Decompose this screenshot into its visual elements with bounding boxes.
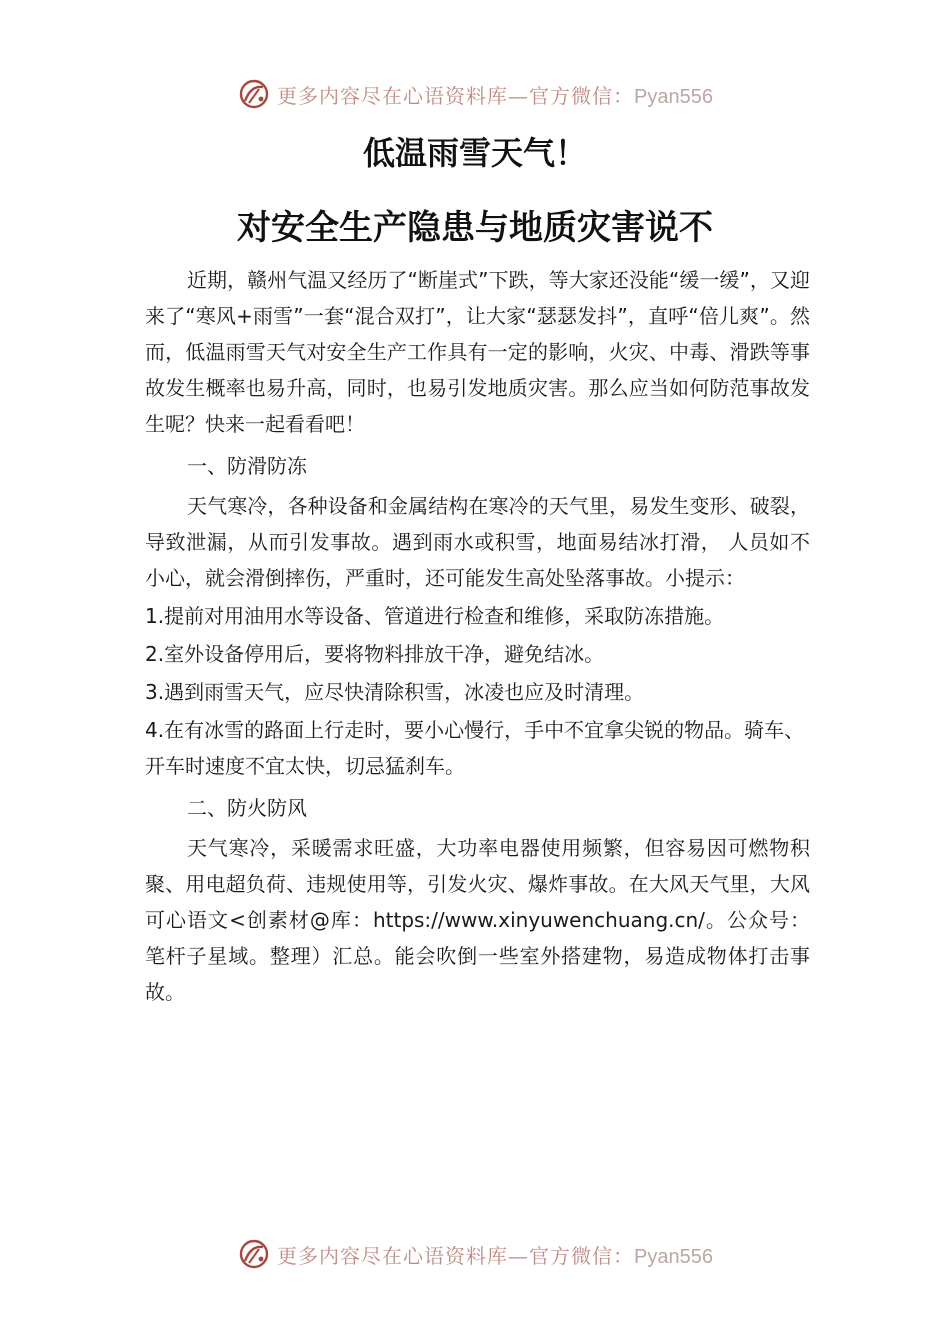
list-item: 2.室外设备停用后，要将物料排放干净，避免结冰。 xyxy=(145,642,605,666)
header-watermark xyxy=(0,74,950,114)
logo-icon xyxy=(237,77,271,111)
footer-watermark xyxy=(0,1234,950,1274)
list-item: 3.遇到雨雪天气，应尽快清除积雪，冰凌也应及时清理。 xyxy=(145,680,645,704)
section-2-paragraph: 天气寒冷，采暖需求旺盛，大功率电器使用频繁，但容易因可燃物积聚、用电超负荷、违规使用等，引发火灾、爆炸事故。在大风天气里，大风可心语文<创素材@库：https://www.xinyuwenchuang.cn/。公众号：笔杆子星域。整理）汇总。能会吹倒一些室外搭建物，易造成物体打击事故。 xyxy=(145,836,810,1004)
section-2-heading: 二、防火防风 xyxy=(187,796,307,820)
watermark-wechat: Pyan556 xyxy=(634,1245,713,1268)
title-line-2: 对安全生产隐患与地质灾害说不 xyxy=(237,208,713,248)
section-1-heading: 一、防滑防冻 xyxy=(187,454,307,478)
list-item: 4.在有冰雪的路面上行走时，要小心慢行，手中不宜拿尖锐的物品。骑车、开车时速度不宜太快，切忌猛刹车。 xyxy=(145,718,805,778)
list-item: 1.提前对用油用水等设备、管道进行检查和维修，采取防冻措施。 xyxy=(145,604,725,628)
title-line-1: 低温雨雪天气！ xyxy=(362,134,587,172)
watermark-text: 更多内容尽在心语资料库—官方微信： xyxy=(277,83,635,108)
logo-icon xyxy=(237,1237,271,1271)
watermark-wechat: Pyan556 xyxy=(634,85,713,108)
watermark-text: 更多内容尽在心语资料库—官方微信： xyxy=(277,1243,635,1268)
article-body xyxy=(145,262,810,1010)
section-1-paragraph: 天气寒冷，各种设备和金属结构在寒冷的天气里，易发生变形、破裂，导致泄漏，从而引发事故。遇到雨水或积雪，地面易结冰打滑， 人员如不小心，就会滑倒摔伤，严重时，还可能发生高处坠落事故。小提示： xyxy=(145,494,810,590)
intro-paragraph: 近期，赣州气温又经历了“断崖式”下跌，等大家还没能“缓一缓”，又迎来了“寒风+雨雪”一套“混合双打”，让大家“瑟瑟发抖”，直呼“倍儿爽”。然而，低温雨雪天气对安全生产工作具有一定的影响，火灾、中毒、滑跌等事故发生概率也易升高，同时，也易引发地质灾害。那么应当如何防范事故发生呢？快来一起看看吧！ xyxy=(145,268,810,436)
